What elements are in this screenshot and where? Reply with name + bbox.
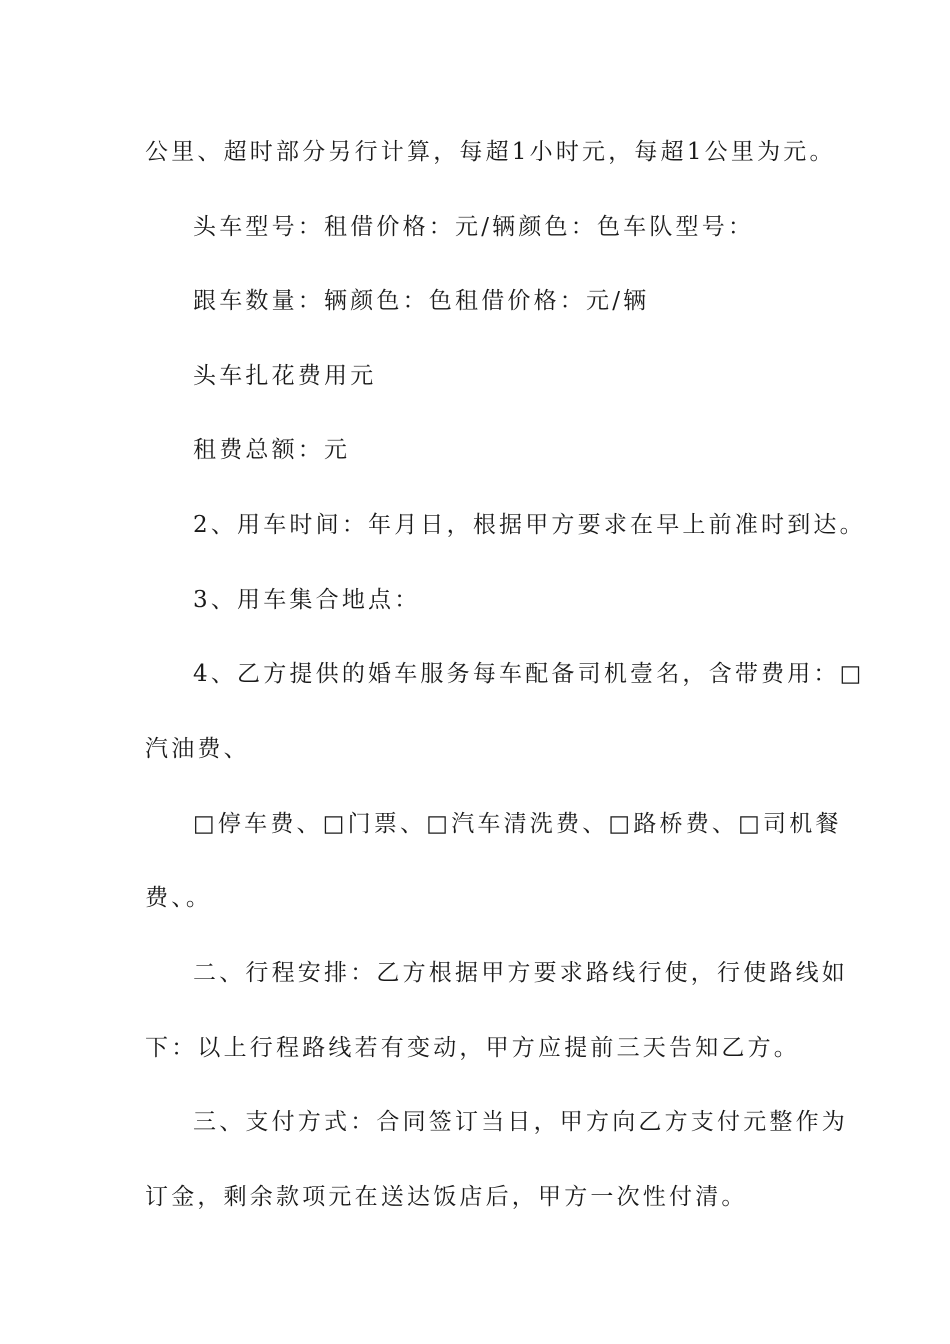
text-line-overtime-rates: 公里、超时部分另行计算，每超1小时元，每超1公里为元。 <box>145 139 836 165</box>
text-line-payment-method: 三、支付方式：合同签订当日，甲方向乙方支付元整作为 <box>193 1109 848 1135</box>
text-line-itinerary: 二、行程安排：乙方根据甲方要求路线行使，行使路线如 <box>193 960 848 986</box>
text-line-itinerary-change: 下：以上行程路线若有变动，甲方应提前三天告知乙方。 <box>145 1035 800 1061</box>
text-line-usage-time: 2、用车时间：年月日，根据甲方要求在早上前准时到达。 <box>193 512 866 538</box>
text-line-meeting-place: 3、用车集合地点： <box>193 587 421 613</box>
text-line-fee-checkboxes: □停车费、□门票、□汽车清洗费、□路桥费、□司机餐 <box>193 811 842 837</box>
text-line-flower-decoration-fee: 头车扎花费用元 <box>193 363 377 389</box>
text-line-fee-continuation: 费、。 <box>145 885 213 911</box>
text-line-deposit-balance: 订金，剩余款项元在送达饭店后，甲方一次性付清。 <box>145 1184 748 1210</box>
text-line-follow-car-count: 跟车数量：辆颜色：色租借价格：元/辆 <box>193 288 650 314</box>
text-line-total-rent: 租费总额：元 <box>193 437 351 463</box>
text-line-lead-car-model: 头车型号：租借价格：元/辆颜色：色车队型号： <box>193 214 755 240</box>
text-line-driver-service: 4、乙方提供的婚车服务每车配备司机壹名，含带费用：□ <box>193 661 865 687</box>
text-line-fuel-fee: 汽油费、 <box>145 736 250 762</box>
